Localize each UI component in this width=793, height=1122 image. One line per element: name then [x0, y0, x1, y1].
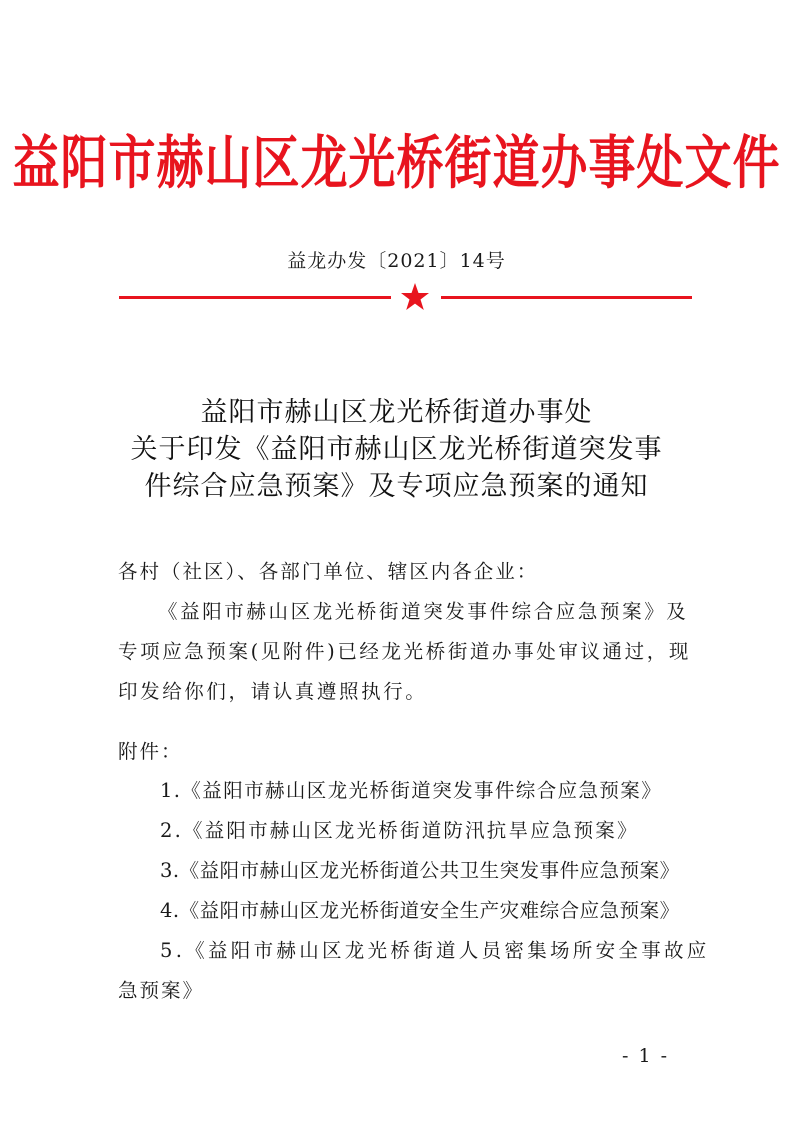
notice-title-line-1: 益阳市赫山区龙光桥街道办事处: [200, 397, 593, 428]
body-paragraph-line-1: 《益阳市赫山区龙光桥街道突发事件综合应急预案》及: [158, 600, 689, 623]
attachment-item-5-continued: 急预案》: [118, 979, 205, 1002]
document-number: 益龙办发〔2021〕14号: [287, 250, 506, 272]
star-icon: [399, 281, 431, 313]
attachments-label: 附件：: [118, 740, 183, 763]
attachment-item-5: 5.《益阳市赫山区龙光桥街道人员密集场所安全事故应: [160, 939, 710, 962]
page-number: - 1 -: [622, 1045, 670, 1067]
attachment-item-3: 3.《益阳市赫山区龙光桥街道公共卫生突发事件应急预案》: [160, 859, 680, 882]
body-paragraph-line-3: 印发给你们，请认真遵照执行。: [118, 680, 428, 703]
notice-title-line-3: 件综合应急预案》及专项应急预案的通知: [144, 471, 649, 502]
red-separator-right: [441, 296, 692, 299]
body-paragraph-line-2: 专项应急预案(见附件)已经龙光桥街道办事处审议通过，现: [118, 640, 691, 663]
notice-title-line-2: 关于印发《益阳市赫山区龙光桥街道突发事: [130, 434, 663, 465]
red-separator-left: [119, 296, 391, 299]
masthead-title: 益阳市赫山区龙光桥街道办事处文件: [12, 130, 781, 198]
star-shape: [401, 283, 429, 310]
addressee-line: 各村（社区）、各部门单位、辖区内各企业：: [118, 560, 539, 583]
attachment-item-2: 2.《益阳市赫山区龙光桥街道防汛抗旱应急预案》: [160, 819, 639, 842]
attachment-item-4: 4.《益阳市赫山区龙光桥街道安全生产灾难综合应急预案》: [160, 899, 680, 922]
attachment-item-1: 1.《益阳市赫山区龙光桥街道突发事件综合应急预案》: [160, 779, 663, 802]
